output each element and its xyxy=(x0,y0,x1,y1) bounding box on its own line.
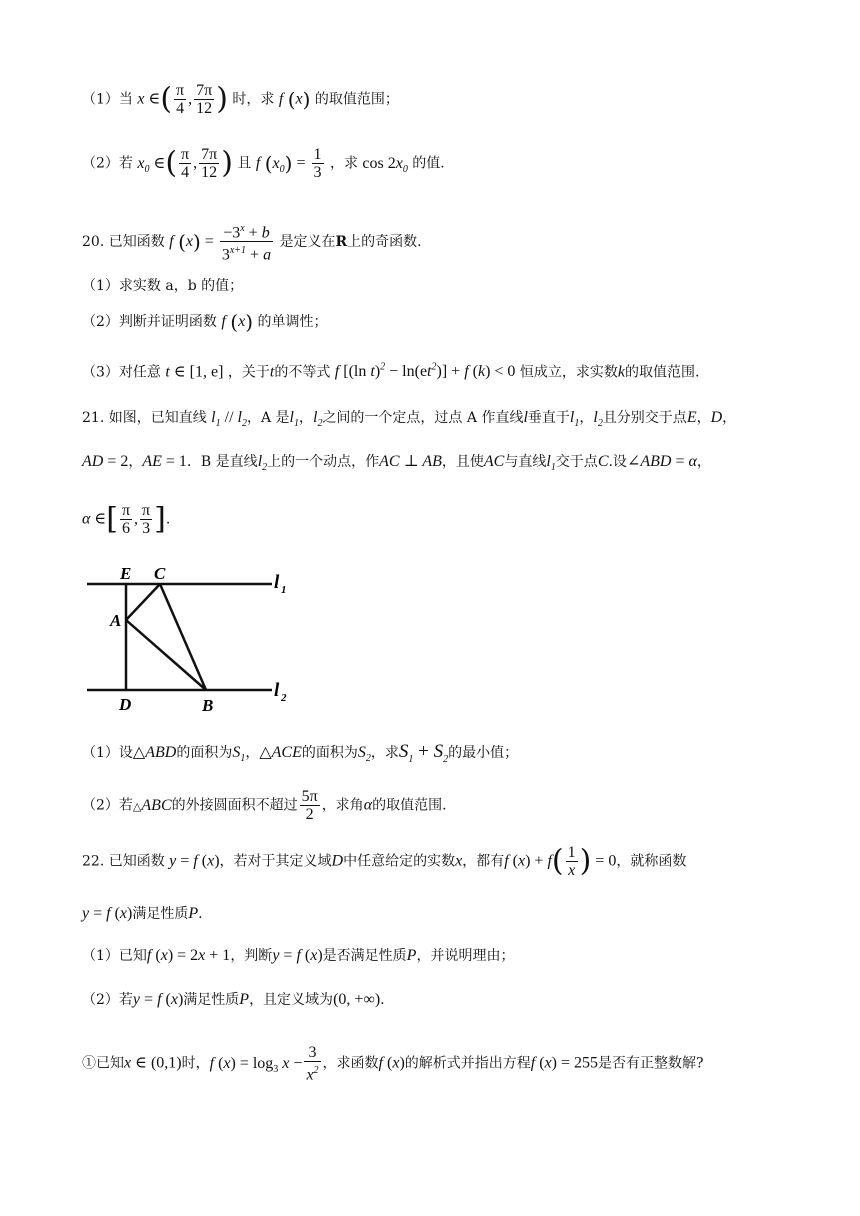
label-l1: l xyxy=(274,572,280,593)
label-A: A xyxy=(110,611,122,630)
q22-stem-line1: 22. 已知函数 y = f (x)，若对于其定义域D中任意给定的实数x，都有f (x) + f( $\frac{1}{x}$ ) = 0，就称函数 xyxy=(82,843,687,879)
q22-stem-line2: y = f (x)满足性质P. xyxy=(82,905,203,922)
q20-stem: 20. 已知函数 f (x) = $\frac{-3^x + b}{3^{x+1} + a}$ 是定义在R上的奇函数. xyxy=(82,220,422,264)
q20-part2: （2）判断并证明函数 f (x) 的单调性； xyxy=(82,310,328,334)
q21-stem-line1: 21. 如图，已知直线 $l_1 // l_2$，A 是$l_1$，$l_2$之间的一个定点，过点 A 作直线l垂直于$l_1$，$l_2$且分别交于点E，D， xyxy=(82,409,737,430)
q21-figure xyxy=(82,560,302,720)
label-l1-sub: 1 xyxy=(281,584,287,596)
label-B: B xyxy=(202,696,214,715)
q21-part1: （1）设△ABD的面积为$S_1$，△ACE的面积为$S_2$，求$S_1 + S_2$的最小值； xyxy=(82,741,519,765)
label-D: D xyxy=(119,695,132,714)
q19-part2: （2）若 $x_0$ ∈( $\frac{\pi}{4}$ , $\frac{7\pi}{12}$ ) 且 f $(x_0)$ = $\frac{1}{3}$ ，求 $\cos 2x_0$ 的值. xyxy=(82,145,445,181)
q22-part2: （2）若y = f (x)满足性质P，且定义域为(0, +∞). xyxy=(82,991,385,1008)
q22-sub1: ①已知x ∈ (0,1)时，f $(x) = \log_3 x$ − $\frac{3}{x^2}$ ，求函数f (x)的解析式并指出方程f (x) = 255是否有正整数解? xyxy=(82,1044,704,1084)
q21-stem-line3: α ∈[ $\frac{\pi}{6}$ , $\frac{\pi}{3}$ ]. xyxy=(82,501,171,537)
q20-part1: （1）求实数 a，b 的值； xyxy=(82,278,244,294)
segment-AC xyxy=(126,584,160,620)
label-l2: l xyxy=(274,680,280,701)
q20-part3: （3）对任意 t ∈ [1, e] ，关于t的不等式 f [(ln $t)^2 - \ln(et^2)] + f$ (k) < 0 恒成立，求实数k的取值范围. xyxy=(82,362,700,381)
q21-part2: （2）若△ABC的外接圆面积不超过 $\frac{5\pi}{2}$ ，求角α的取值范围. xyxy=(82,788,447,823)
label-E: E xyxy=(120,564,132,583)
label-C: C xyxy=(154,564,166,583)
q22-part1: （1）已知f (x) = 2x + 1，判断y = f (x)是否满足性质P，并说明理由； xyxy=(82,947,515,964)
segment-AB xyxy=(126,620,206,690)
q19-part1: （1）当 x ∈( $\frac{\pi}{4}$ , $\frac{7\pi}{12}$ ) 时，求 f (x) 的取值范围； xyxy=(82,81,399,117)
label-l2-sub: 2 xyxy=(281,692,287,704)
segment-CB xyxy=(160,584,206,690)
q21-stem-line2: AD = 2，AE = 1．B 是直线$l_2$上的一个动点，作AC ⊥ AB，且使AC与直线$l_1$交于点C.设∠ABD = α， xyxy=(82,453,711,474)
